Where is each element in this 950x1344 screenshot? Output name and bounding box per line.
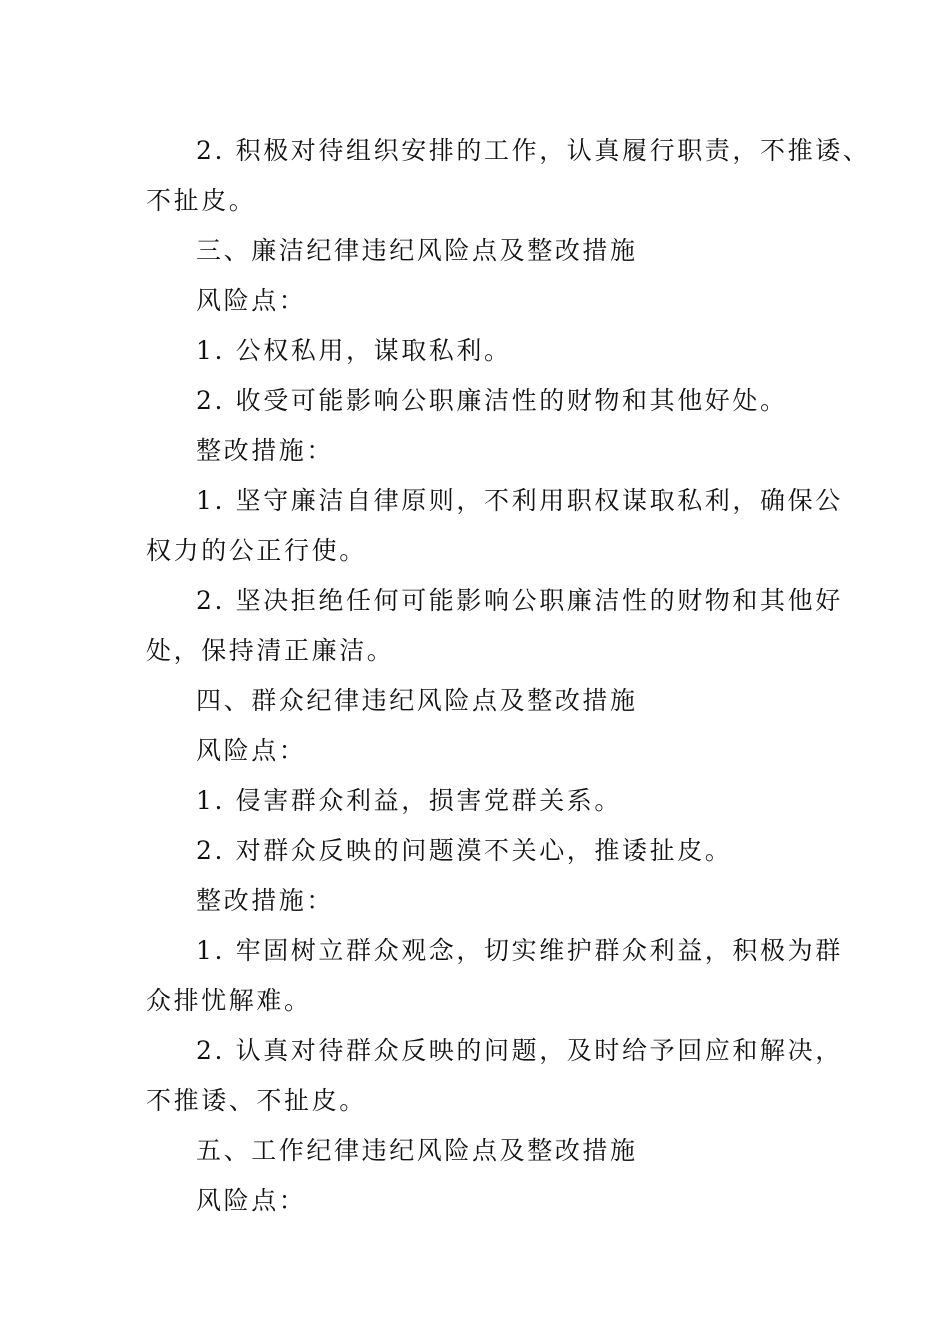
list-item: 2. 坚决拒绝任何可能影响公职廉洁性的财物和其他好 <box>196 586 843 615</box>
subheading: 风险点： <box>196 1186 307 1215</box>
section-heading: 四、群众纪律违纪风险点及整改措施 <box>196 686 638 715</box>
list-item: 1. 牢固树立群众观念，切实维护群众利益，积极为群 <box>196 936 843 965</box>
section-heading: 五、工作纪律违纪风险点及整改措施 <box>196 1136 638 1165</box>
subheading: 整改措施： <box>196 436 335 465</box>
list-item-continuation: 众排忧解难。 <box>146 986 312 1015</box>
list-item-continuation: 权力的公正行使。 <box>146 536 367 565</box>
list-item: 1. 坚守廉洁自律原则，不利用职权谋取私利，确保公 <box>196 486 843 515</box>
list-item: 2. 认真对待群众反映的问题，及时给予回应和解决， <box>196 1036 843 1065</box>
list-item: 1. 侵害群众利益，损害党群关系。 <box>196 786 623 815</box>
section-heading: 三、廉洁纪律违纪风险点及整改措施 <box>196 236 638 265</box>
list-item: 1. 公权私用，谋取私利。 <box>196 336 512 365</box>
subheading: 整改措施： <box>196 886 335 915</box>
list-item-continuation: 处，保持清正廉洁。 <box>146 636 395 665</box>
list-item-continuation: 不推诿、不扯皮。 <box>146 1086 367 1115</box>
paragraph-line: 2. 积极对待组织安排的工作，认真履行职责，不推诿、 <box>196 136 871 165</box>
subheading: 风险点： <box>196 286 307 315</box>
list-item: 2. 收受可能影响公职廉洁性的财物和其他好处。 <box>196 386 788 415</box>
list-item: 2. 对群众反映的问题漠不关心，推诿扯皮。 <box>196 836 733 865</box>
subheading: 风险点： <box>196 736 307 765</box>
paragraph-line: 不扯皮。 <box>146 186 257 215</box>
